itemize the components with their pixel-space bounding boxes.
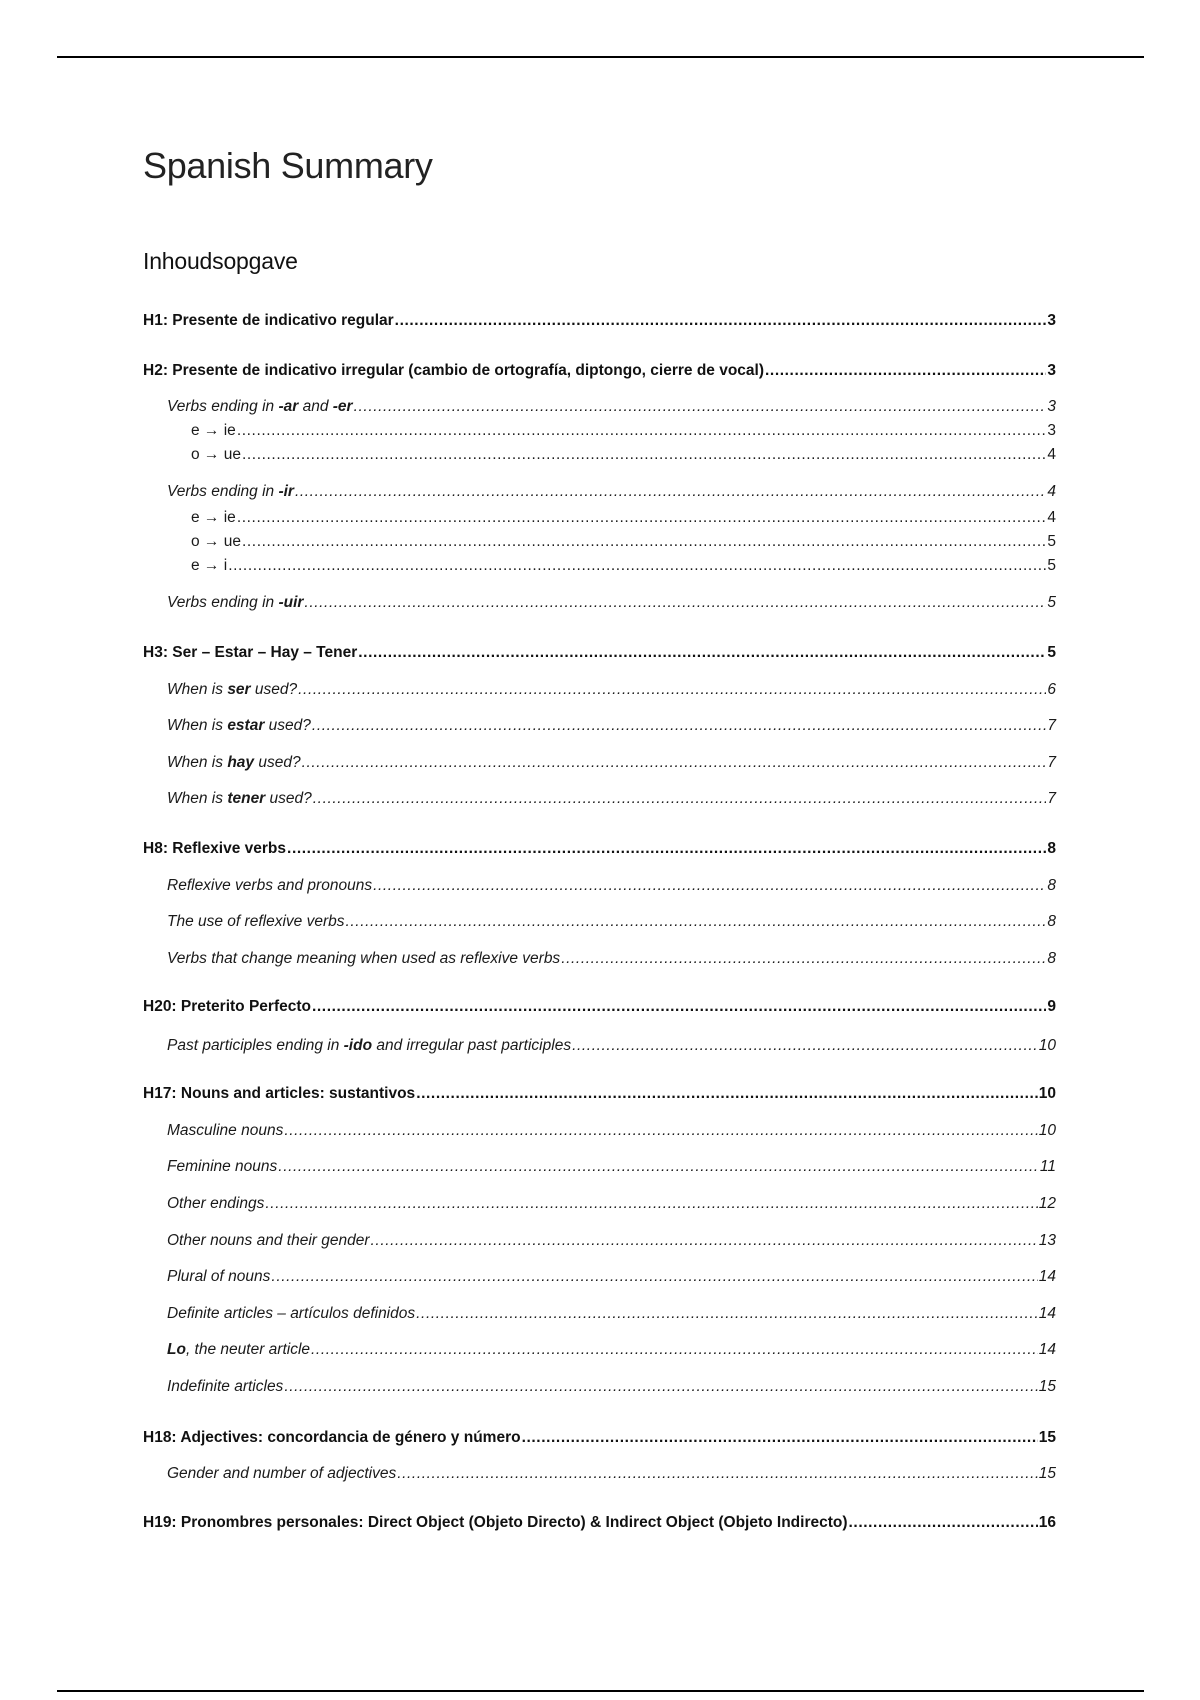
toc-entry-label: When is estar used? [167,717,311,734]
dot-leader [373,875,1046,897]
toc-entry-h3[interactable] [143,642,1056,664]
toc-entry-label: Past participles ending in -ido and irregular past participles [167,1037,572,1054]
toc-entry-h18[interactable] [143,1427,1056,1449]
toc-entry-label: Verbs ending in -ir [167,483,294,500]
toc-entry-indefinite-articles[interactable] [167,1376,1056,1398]
toc-entry-label: H8: Reflexive verbs [143,840,287,857]
toc-page-number: 14 [1038,1341,1056,1358]
dot-leader [397,1463,1038,1485]
dot-leader [311,1339,1038,1361]
dot-leader [312,996,1046,1018]
toc-page-number: 11 [1039,1158,1056,1175]
toc-entry-definite-articles[interactable] [167,1303,1056,1325]
dot-leader [271,1266,1037,1288]
toc-page-number: 5 [1047,557,1056,574]
toc-entry-e-ie[interactable] [191,420,1056,442]
toc-page-number: 6 [1047,681,1056,698]
toc-page-number: 7 [1047,754,1056,771]
dot-leader [416,1083,1038,1105]
toc-entry-hay[interactable] [167,752,1056,774]
toc-page-number: 3 [1047,422,1056,439]
toc-entry-label: H3: Ser – Estar – Hay – Tener [143,644,358,661]
toc-entry-h20[interactable] [143,996,1056,1018]
toc-entry-estar[interactable] [167,715,1056,737]
toc-page-number: 10 [1038,1085,1056,1102]
dot-leader [522,1427,1038,1449]
toc-page-number: 5 [1047,594,1056,611]
dot-leader [265,1193,1037,1215]
toc-page-number: 4 [1047,509,1056,526]
toc-entry-label: Verbs that change meaning when used as reflexive verbs [167,950,561,967]
toc-entry-label: H20: Preterito Perfecto [143,998,311,1015]
toc-entry-label: Verbs ending in -ar and -er [167,398,353,415]
toc-entry-verbs-ir[interactable] [167,481,1056,503]
dot-leader [298,679,1046,701]
toc-entry-h1[interactable] [143,310,1056,332]
toc-page-number: 15 [1038,1429,1056,1446]
dot-leader [228,555,1046,577]
dot-leader [358,642,1046,664]
dot-leader [242,444,1046,466]
dot-leader [278,1156,1039,1178]
toc-entry-e-i[interactable] [191,555,1056,577]
toc-entry-verbs-uir[interactable] [167,592,1056,614]
dot-leader [237,420,1047,442]
toc-page-number: 3 [1047,362,1056,379]
toc-entry-label: Plural of nouns [167,1268,271,1285]
bottom-rule [57,1690,1144,1692]
toc-page-number: 8 [1047,913,1056,930]
toc-entry-label: e → ie [191,422,236,439]
toc-page-number: 8 [1047,950,1056,967]
toc-entry-reflexive-use[interactable] [167,911,1056,933]
dot-leader [572,1035,1038,1057]
dot-leader [765,360,1046,382]
dot-leader [304,592,1046,614]
toc-entry-label: Masculine nouns [167,1122,284,1139]
dot-leader [561,948,1046,970]
toc-page-number: 4 [1047,446,1056,463]
toc-entry-past-participles[interactable] [167,1035,1056,1057]
dot-leader [416,1303,1038,1325]
toc-page-number: 7 [1047,790,1056,807]
dot-leader [284,1120,1037,1142]
dot-leader [312,715,1046,737]
toc-entry-e-ie[interactable] [191,507,1056,529]
document-title: Spanish Summary [143,145,433,186]
toc-page-number: 14 [1038,1305,1056,1322]
toc-page-number: 8 [1047,840,1056,857]
toc-entry-feminine-nouns[interactable] [167,1156,1056,1178]
toc-entry-label: Other endings [167,1195,265,1212]
dot-leader [345,911,1046,933]
toc-heading: Inhoudsopgave [143,248,298,274]
toc-entry-h17[interactable] [143,1083,1056,1105]
toc-entry-label: Feminine nouns [167,1158,278,1175]
toc-entry-label: o → ue [191,446,241,463]
dot-leader [295,481,1046,503]
toc-page-number: 15 [1038,1378,1056,1395]
toc-page-number: 15 [1038,1465,1056,1482]
toc-page-number: 9 [1047,998,1056,1015]
toc-entry-adjectives-gender[interactable] [167,1463,1056,1485]
toc-entry-label: When is tener used? [167,790,312,807]
toc-entry-reflexive-meaning[interactable] [167,948,1056,970]
toc-entry-tener[interactable] [167,788,1056,810]
toc-entry-label: Definite articles – artículos definidos [167,1305,416,1322]
toc-entry-label: Reflexive verbs and pronouns [167,877,373,894]
dot-leader [371,1230,1038,1252]
toc-entry-label: When is ser used? [167,681,298,698]
toc-entry-label: Gender and number of adjectives [167,1465,397,1482]
toc-entry-label: Verbs ending in -uir [167,594,304,611]
toc-entry-h8[interactable] [143,838,1056,860]
dot-leader [849,1512,1038,1534]
toc-page-number: 14 [1038,1268,1056,1285]
toc-page-number: 10 [1038,1122,1056,1139]
toc-page-number: 12 [1038,1195,1056,1212]
toc-page-number: 4 [1047,483,1056,500]
dot-leader [313,788,1047,810]
toc-page-number: 3 [1047,398,1056,415]
toc-page-number: 8 [1047,877,1056,894]
dot-leader [284,1376,1037,1398]
toc-entry-other-nouns[interactable] [167,1230,1056,1252]
toc-entry-reflexive-pronouns[interactable] [167,875,1056,897]
toc-entry-label: e → i [191,557,228,574]
toc-page-number: 16 [1038,1514,1056,1531]
dot-leader [354,396,1047,418]
toc-page-number: 5 [1047,644,1056,661]
toc-entry-label: When is hay used? [167,754,301,771]
toc-entry-label: e → ie [191,509,236,526]
dot-leader [242,531,1046,553]
dot-leader [302,752,1047,774]
top-rule [57,56,1144,58]
toc-page-number: 3 [1047,312,1056,329]
toc-entry-o-ue[interactable] [191,531,1056,553]
toc-entry-label: H18: Adjectives: concordancia de género y número [143,1429,521,1446]
toc-entry-other-endings[interactable] [167,1193,1056,1215]
toc-entry-label: H1: Presente de indicativo regular [143,312,394,329]
toc-entry-o-ue[interactable] [191,444,1056,466]
toc-entry-h19[interactable] [143,1512,1056,1534]
toc-entry-masculine-nouns[interactable] [167,1120,1056,1142]
toc-entry-label: The use of reflexive verbs [167,913,345,930]
toc-entry-verbs-ar-er[interactable] [167,396,1056,418]
toc-entry-label: H17: Nouns and articles: sustantivos [143,1085,416,1102]
dot-leader [237,507,1047,529]
toc-page-number: 10 [1038,1037,1056,1054]
toc-entry-neuter-article[interactable] [167,1339,1056,1361]
toc-entry-label: Lo, the neuter article [167,1341,311,1358]
dot-leader [287,838,1046,860]
toc-entry-label: H2: Presente de indicativo irregular (cambio de ortografía, diptongo, cierre de vocal) [143,362,765,379]
toc-page-number: 13 [1038,1232,1056,1249]
toc-entry-plural-nouns[interactable] [167,1266,1056,1288]
toc-entry-label: Indefinite articles [167,1378,284,1395]
toc-entry-label: Other nouns and their gender [167,1232,370,1249]
toc-page-number: 7 [1047,717,1056,734]
toc-entry-label: o → ue [191,533,241,550]
toc-page-number: 5 [1047,533,1056,550]
dot-leader [395,310,1047,332]
toc-entry-h2[interactable] [143,360,1056,382]
toc-entry-ser[interactable] [167,679,1056,701]
toc-entry-label: H19: Pronombres personales: Direct Object (Objeto Directo) & Indirect Object (Objeto Indirecto) [143,1514,848,1531]
